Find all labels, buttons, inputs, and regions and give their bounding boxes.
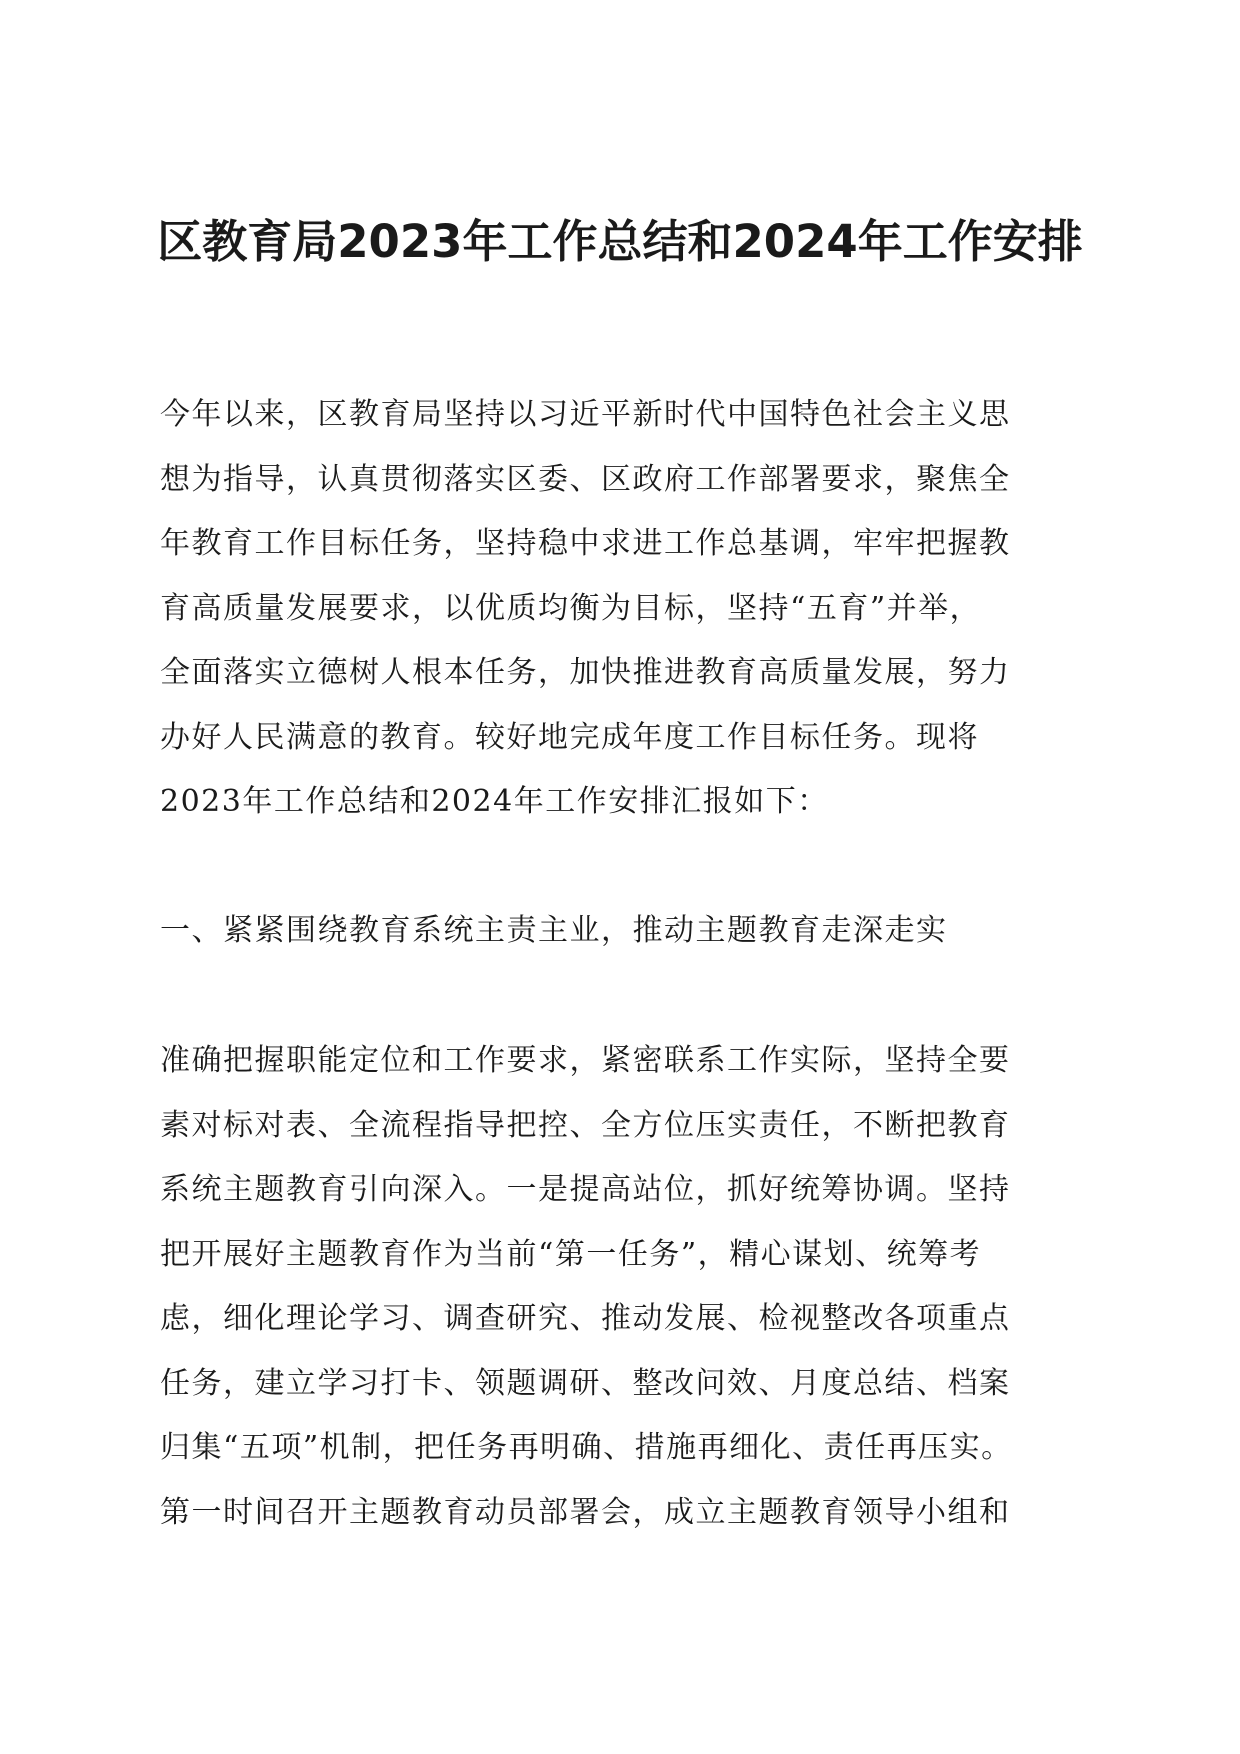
section-heading bbox=[160, 899, 1090, 964]
paragraph-line: 虑，细化理论学习、调查研究、推动发展、检视整改各项重点 bbox=[160, 1301, 1011, 1336]
paragraph-line: 准确把握职能定位和工作要求，紧密联系工作实际，坚持全要 bbox=[160, 1043, 1011, 1078]
paragraph-line: 归集“五项”机制，把任务再明确、措施再细化、责任再压实。 bbox=[160, 1430, 1013, 1465]
intro-paragraph bbox=[160, 383, 1090, 835]
document-title: 区教育局2023年工作总结和2024年工作安排 bbox=[157, 215, 1083, 268]
paragraph-line: 今年以来，区教育局坚持以习近平新时代中国特色社会主义思 bbox=[160, 397, 1011, 432]
paragraph-line: 育高质量发展要求，以优质均衡为目标，坚持“五育”并举， bbox=[160, 590, 982, 626]
paragraph-line: 2023年工作总结和2024年工作安排汇报如下： bbox=[160, 784, 829, 819]
section-heading-text: 一、紧紧围绕教育系统主责主业，推动主题教育走深走实 bbox=[160, 913, 948, 948]
paragraph-line: 素对标对表、全流程指导把控、全方位压实责任，不断把教育 bbox=[160, 1107, 1011, 1143]
paragraph-line: 年教育工作目标任务，坚持稳中求进工作总基调，牢牢把握教 bbox=[160, 526, 1011, 561]
section-paragraph bbox=[160, 1029, 1090, 1545]
paragraph-line: 办好人民满意的教育。较好地完成年度工作目标任务。现将 bbox=[160, 719, 979, 755]
paragraph-line: 系统主题教育引向深入。一是提高站位，抓好统筹协调。坚持 bbox=[160, 1172, 1011, 1207]
paragraph-line: 全面落实立德树人根本任务，加快推进教育高质量发展，努力 bbox=[160, 655, 1011, 690]
paragraph-line: 想为指导，认真贯彻落实区委、区政府工作部署要求，聚焦全 bbox=[160, 461, 1011, 497]
paragraph-line: 任务，建立学习打卡、领题调研、整改问效、月度总结、档案 bbox=[160, 1365, 1011, 1401]
paragraph-line: 第一时间召开主题教育动员部署会，成立主题教育领导小组和 bbox=[160, 1494, 1011, 1530]
paragraph-line: 把开展好主题教育作为当前“第一任务”，精心谋划、统筹考 bbox=[160, 1236, 982, 1272]
